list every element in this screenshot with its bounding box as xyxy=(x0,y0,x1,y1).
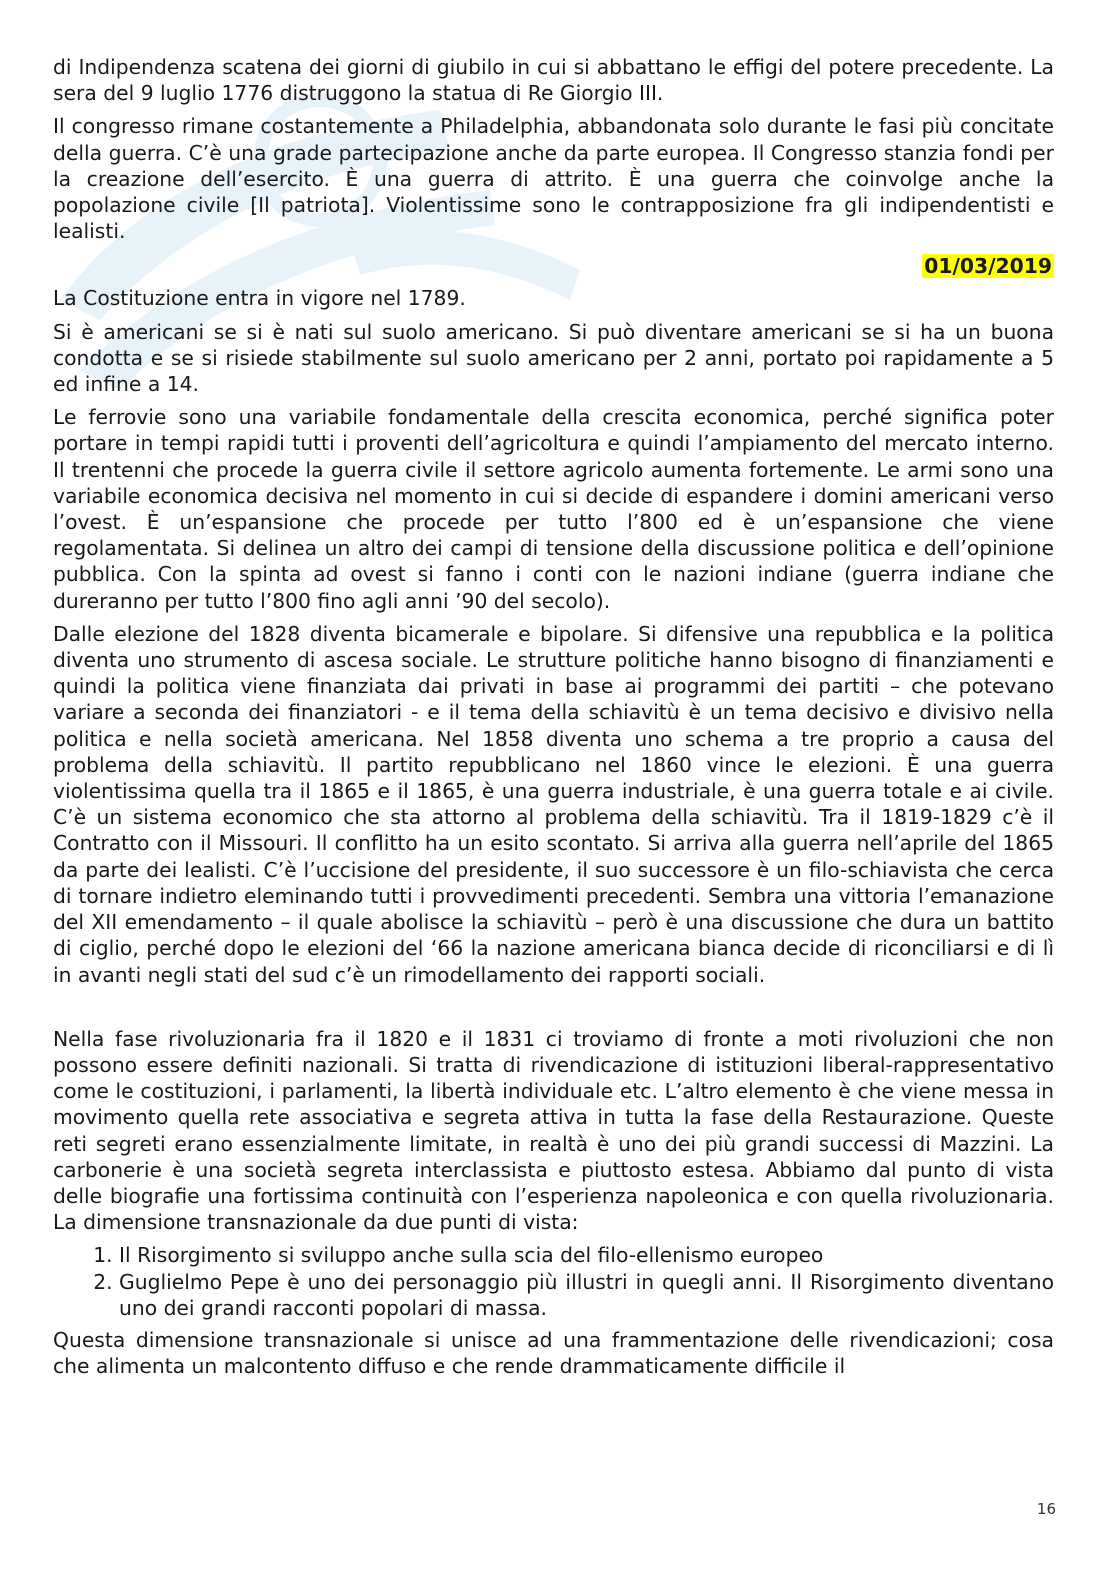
paragraph-congress: Il congresso rimane costantemente a Philadelphia, abbandonata solo durante le fasi più concitate della guerra. C’è una grade partecipazione anche da parte europea. Il Congresso stanzia fondi per la creazione dell’esercito. È una guerra di attrito. È una guerra che coinvolge anche la popolazione civile [Il patriota]. Violentissime sono le contrapposizione fra gli indipendentisti e lealisti. xyxy=(53,114,1054,244)
page-number: 16 xyxy=(1036,1500,1056,1518)
numbered-list xyxy=(53,1242,1054,1321)
paragraph-independence: di Indipendenza scatena dei giorni di giubilo in cui si abbattano le effigi del potere precedente. La sera del 9 luglio 1776 distruggono la statua di Re Giorgio III. xyxy=(53,55,1054,106)
section-spacer xyxy=(53,995,1054,1026)
paragraph-transnational: Questa dimensione transnazionale si unisce ad una frammentazione delle rivendicazioni; cosa che alimenta un malcontento diffuso e che rende drammaticamente difficile il xyxy=(53,1327,1054,1379)
list-item: 1. Il Risorgimento si sviluppo anche sulla scia del filo-ellenismo europeo xyxy=(119,1242,1054,1268)
list-item: 2. Guglielmo Pepe è uno dei personaggio più illustri in quegli anni. Il Risorgimento diventano uno dei grandi racconti popolari di massa. xyxy=(119,1269,1054,1321)
date-highlight: 01/03/2019 xyxy=(924,254,1052,279)
document-page xyxy=(53,54,1054,1386)
paragraph-elections: Dalle elezione del 1828 diventa bicamerale e bipolare. Si difensive una repubblica e la politica diventa uno strumento di ascesa sociale. Le strutture politiche hanno bisogno di finanziamenti e quindi la politica viene finanziata dai privati in base ai programmi dei partiti – che potevano variare a seconda dei finanziatori - e il tema della schiavitù è un tema decisivo e divisivo nella politica e nella società americana. Nel 1858 diventa uno schema a tre proprio a causa del problema della schiavitù. Il partito repubblicano nel 1860 vince le elezioni. È una guerra violentissima quella tra il 1865 e il 1865, è una guerra industriale, è una guerra totale e ai civile. C’è un sistema economico che sta attorno al problema della schiavitù. Tra il 1819-1829 c’è il Contratto con il Missouri. Il conflitto ha un esito scontato. Si arriva alla guerra nell’aprile del 1865 da parte dei lealisti. C’è l’uccisione del presidente, il suo successore è un filo-schiavista che cerca di tornare indietro eleminando tutti i provvedimenti precedenti. Sembra una vittoria l’emanazione del XII emendamento – il quale abolisce la schiavitù – però è una discussione che dura un battito di ciglio, perché dopo le elezioni del ‘66 la nazione americana bianca decide di riconciliarsi e di lì in avanti negli stati del sud c’è un rimodellamento dei rapporti sociali. xyxy=(53,621,1054,987)
date-line xyxy=(53,253,1054,279)
paragraph-railways: Le ferrovie sono una variabile fondamentale della crescita economica, perché significa poter portare in tempi rapidi tutti i proventi dell’agricoltura e quindi l’ampiamento del mercato interno. Il trentenni che procede la guerra civile il settore agricolo aumenta fortemente. Le armi sono una variabile economica decisiva nel momento in cui si decide di espandere i domini americani verso l’ovest. È un’espansione che procede per tutto l’800 ed è un’espansione che viene regolamentata. Si delinea un altro dei campi di tensione della discussione politica e dell’opinione pubblica. Con la spinta ad ovest si fanno i conti con le nazioni indiane (guerra indiane che dureranno per tutto l’800 fino agli anni ’90 del secolo). xyxy=(53,405,1054,613)
paragraph-constitution: La Costituzione entra in vigore nel 1789. xyxy=(53,286,466,311)
paragraph-revolutionary-phase: Nella fase rivoluzionaria fra il 1820 e il 1831 ci troviamo di fronte a moti rivoluzioni che non possono essere definiti nazionali. Si tratta di rivendicazione di istituzioni liberal-rappresentativo come le costituzioni, i parlamenti, la libertà individuale etc. L’altro elemento è che viene messa in movimento quella rete associativa e segreta attiva in tutta la fase della Restaurazione. Queste reti segreti erano essenzialmente limitate, in realtà è uno dei più grandi successi di Mazzini. La carbonerie è una società segreta interclassista e piuttosto estesa. Abbiamo dal punto di vista delle biografie una fortissima continuità con l’esperienza napoleonica e con quella rivoluzionaria. La dimensione transnazionale da due punti di vista: xyxy=(53,1026,1054,1235)
paragraph-citizenship: Si è americani se si è nati sul suolo americano. Si può diventare americani se si ha un buona condotta e se si risiede stabilmente sul suolo americano per 2 anni, portato poi rapidamente a 5 ed infine a 14. xyxy=(53,319,1054,397)
